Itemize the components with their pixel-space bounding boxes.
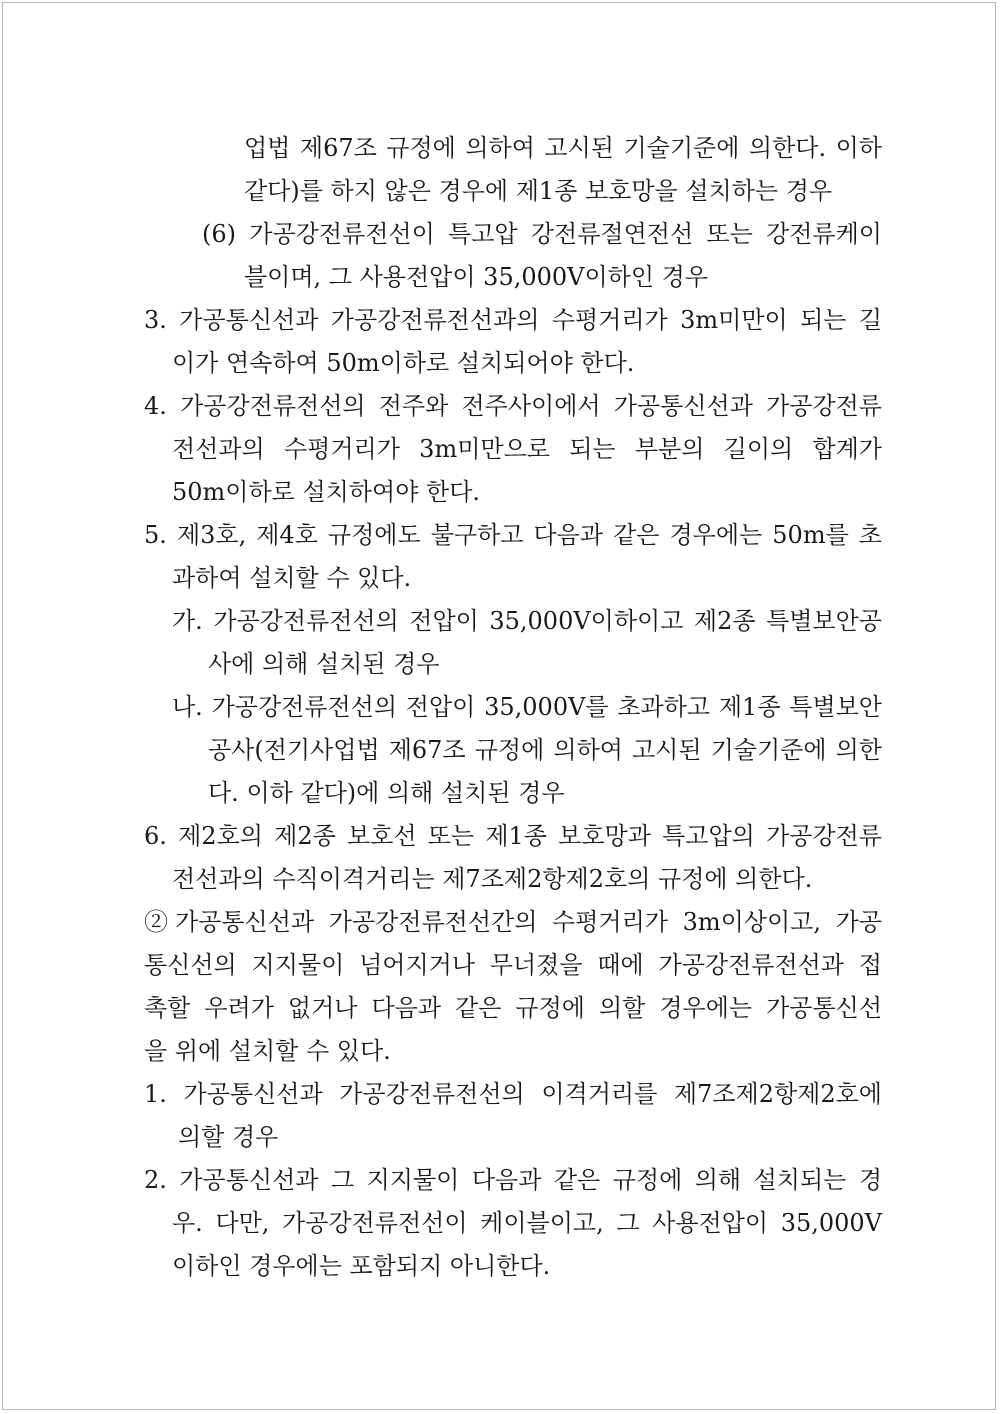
text-line: 의할 경우 <box>178 1123 279 1151</box>
text-line: 전선과의 수평거리가 3m미만으로 되는 부분의 길이의 합계가 <box>172 435 882 463</box>
text-line: 50m이하로 설치하여야 한다. <box>172 478 481 506</box>
text-line: 통신선의 지지물이 넘어지거나 무너졌을 때에 가공강전류전선과 접 <box>144 951 882 979</box>
text-line: 1. 가공통신선과 가공강전류전선의 이격거리를 제7조제2항제2호에 <box>144 1080 882 1108</box>
text-line: 6. 제2호의 제2종 보호선 또는 제1종 보호망과 특고압의 가공강전류 <box>144 822 882 850</box>
text-line: 과하여 설치할 수 있다. <box>172 564 412 592</box>
text-line: 가. 가공강전류전선의 전압이 35,000V이하이고 제2종 특별보안공 <box>172 607 882 635</box>
text-line: 사에 의해 설치된 경우 <box>208 650 440 678</box>
text-line: 공사(전기사업법 제67조 규정에 의하여 고시된 기술기준에 의한 <box>208 736 882 764</box>
text-line: 5. 제3호, 제4호 규정에도 불구하고 다음과 같은 경우에는 50m를 초 <box>144 521 882 549</box>
text-line: ②가공통신선과 가공강전류전선간의 수평거리가 3m이상이고, 가공 <box>144 908 882 936</box>
text-line: 3. 가공통신선과 가공강전류전선과의 수평거리가 3m미만이 되는 길 <box>144 306 882 334</box>
text-line: 전선과의 수직이격거리는 제7조제2항제2호의 규정에 의한다. <box>172 865 813 893</box>
text-line: 4. 가공강전류전선의 전주와 전주사이에서 가공통신선과 가공강전류 <box>144 392 882 420</box>
text-line: 이하인 경우에는 포함되지 아니한다. <box>172 1252 551 1280</box>
text-line: 을 위에 설치할 수 있다. <box>144 1037 391 1065</box>
text-line: 나. 가공강전류전선의 전압이 35,000V를 초과하고 제1종 특별보안 <box>172 693 882 721</box>
text-line: 다. 이하 같다)에 의해 설치된 경우 <box>208 779 565 807</box>
text-line: (6) 가공강전류전선이 특고압 강전류절연전선 또는 강전류케이 <box>202 220 882 248</box>
text-line: 이가 연속하여 50m이하로 설치되어야 한다. <box>172 349 635 377</box>
text-line: 업법 제67조 규정에 의하여 고시된 기술기준에 의한다. 이하 <box>244 134 882 162</box>
text-line: 우. 다만, 가공강전류전선이 케이블이고, 그 사용전압이 35,000V <box>172 1209 882 1237</box>
text-line: 2. 가공통신선과 그 지지물이 다음과 같은 규정에 의해 설치되는 경 <box>144 1166 882 1194</box>
text-line: 같다)를 하지 않은 경우에 제1종 보호망을 설치하는 경우 <box>244 177 833 205</box>
text-line: 촉할 우려가 없거나 다음과 같은 규정에 의할 경우에는 가공통신선 <box>144 994 882 1022</box>
text-line: 블이며, 그 사용전압이 35,000V이하인 경우 <box>244 263 709 291</box>
